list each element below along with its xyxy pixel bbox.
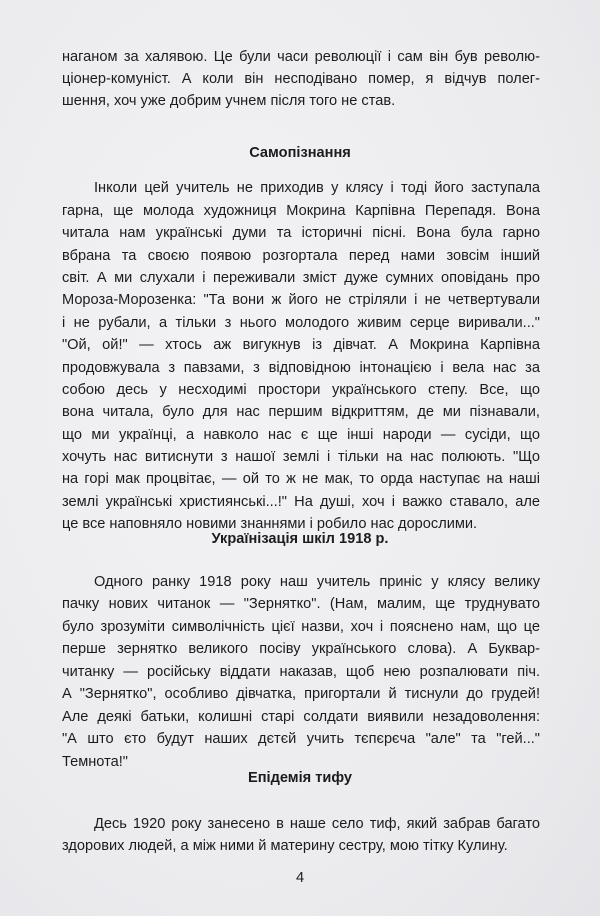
text-line: читанку — російську віддати наказав, щоб нею розпалювати піч.: [62, 664, 540, 680]
text-line: наганом за халявою. Це були часи революції і сам він був револю-: [62, 49, 540, 65]
text-line: А "Зернятко", особливо дівчатка, пригортали й тиснули до грудей!: [62, 686, 540, 702]
text-line: вбрана та своєю появою розгортала перед нами зовсім інший: [62, 248, 540, 264]
text-line: Мороза-Морозенка: "Та вони ж його не стріляли і не четвертували: [62, 292, 540, 308]
section-heading: Епідемія тифу: [247, 770, 353, 786]
text-line: собою десь у несходимі простори українського степу. Все, що: [62, 382, 540, 398]
text-line: Але деякі батьки, колишні старі солдати виявили незадоволення:: [62, 709, 540, 725]
text-line: світ. А ми слухали і переживали зміст дуже сумних оповідань про: [62, 270, 540, 286]
text-line: Одного ранку 1918 року наш учитель приніс у клясу велику: [94, 574, 540, 590]
text-line: Інколи цей учитель не приходив у клясу і тоді його заступала: [94, 180, 540, 196]
text-line: Темнота!": [62, 754, 128, 770]
text-line: на горі мак процвітає, — ой то ж не мак, то орда наступає на наші: [62, 471, 540, 487]
text-line: хочуть нас витиснути з нашої землі і тільки на нас полюють. "Що: [62, 449, 540, 465]
text-line: землі українські християнські...!" На душі, хоч і важко ставало, але: [62, 494, 540, 510]
text-line: шення, хоч уже добрим учнем після того не став.: [62, 93, 396, 109]
text-line: "Ой, ой!" — хтось аж вигукнув із дівчат. А Мокрина Карпівна: [62, 337, 540, 353]
text-line: Десь 1920 року занесено в наше село тиф, який забрав багато: [94, 816, 540, 832]
text-line: пачку нових читанок — "Зернятко". (Нам, малим, ще труднувато: [62, 596, 540, 612]
text-line: вона читала, було для нас першим відкриттям, де ми пізнавали,: [62, 404, 540, 420]
text-line: читала нам українські думи та історичні пісні. Вона була гарно: [62, 225, 540, 241]
text-line: "А што єто будут наших дєтєй учить тєпєрєча "але" та "гей...": [62, 731, 540, 747]
text-line: що ми українці, а навколо нас є ще інші народи — сусіди, що: [62, 427, 540, 443]
section-heading: Самопізнання: [249, 145, 351, 161]
text-line: ціонер-комуніст. А коли він несподівано помер, я відчув полег-: [62, 71, 540, 87]
page-number: 4: [295, 870, 305, 886]
text-line: і не рубали, а тільки з нього молодого живим серце виривали...": [62, 315, 540, 331]
text-line: гарна, ще молода художниця Мокрина Карпівна Перепадя. Вона: [62, 203, 540, 219]
section-heading: Українізація шкіл 1918 р.: [211, 531, 389, 547]
text-line: було зрозуміти символічність цієї назви, хоч і пояснено нам, що це: [62, 619, 540, 635]
text-line: здорових людей, а між ними й материну сестру, мою тітку Кулину.: [62, 838, 508, 854]
text-line: продовжувала з павзами, з відповідною інтонацією і вела нас за: [62, 360, 540, 376]
text-line: це все наповняло новими знаннями і робило нас дорослими.: [62, 516, 478, 532]
text-line: перше зернятко великого посіву українського слова). А Буквар-: [62, 641, 540, 657]
